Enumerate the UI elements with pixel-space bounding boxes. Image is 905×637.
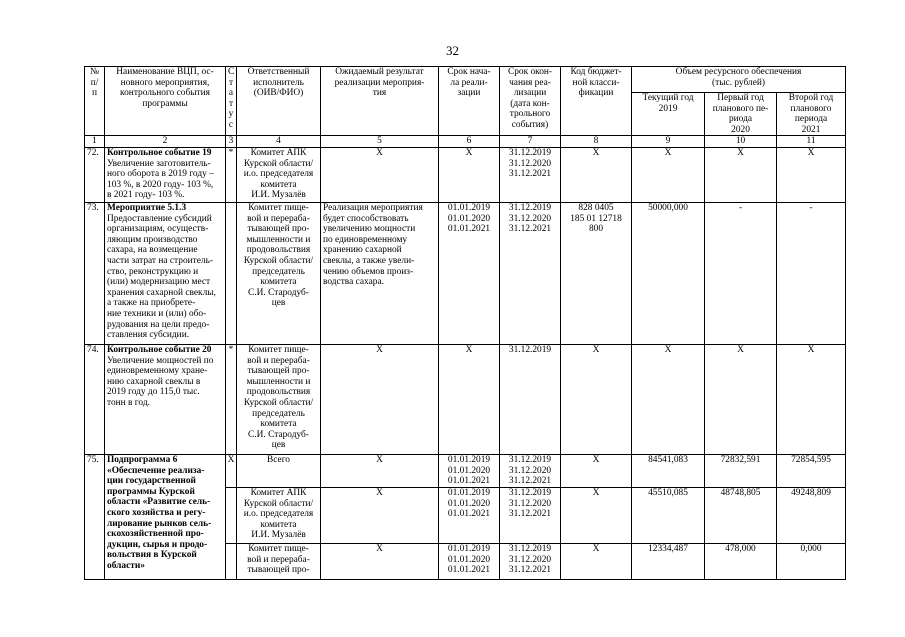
row-name-cell (105, 202, 226, 344)
col-number: 8 (561, 136, 632, 148)
row-value-2019: 84541,083 (632, 454, 705, 487)
row-value-2020: 48748,805 (705, 487, 777, 543)
row-end: 31.12.2019 31.12.2020 31.12.2021 (500, 487, 561, 543)
row-responsible: Комитет пище- вой и перераба- тывающей про- мышленности и продовольствия Курской области/ председатель комитета С.И. Стародуб- цев (237, 344, 321, 454)
row-status (226, 543, 237, 579)
row-value-2020: X (705, 147, 777, 202)
row-number: 75. (85, 454, 105, 579)
row-responsible: Комитет пище- вой и перераба- тывающей про- (237, 543, 321, 579)
header-status (226, 67, 237, 136)
header-result: Ожидаемый результат реализации мероприя- тия (321, 67, 439, 136)
row-status: * (226, 344, 237, 454)
row-start: X (439, 147, 500, 202)
row-code: 828 0405 185 01 12718 800 (561, 202, 632, 344)
row-title: Контрольное событие 20 (107, 344, 212, 355)
row-value-2020: - (705, 202, 777, 344)
row-result: X (321, 454, 439, 487)
row-status (226, 202, 237, 344)
row-number: 74. (85, 344, 105, 454)
col-number: 5 (321, 136, 439, 148)
col-number: 1 (85, 136, 105, 148)
row-responsible: Комитет АПК Курской области/ и.о. председателя комитета И.И. Музалёв (237, 147, 321, 202)
row-value-2020: X (705, 344, 777, 454)
header-responsible: Ответственный исполнитель (ОИВ/ФИО) (237, 67, 321, 136)
row-start: 01.01.2019 01.01.2020 01.01.2021 (439, 454, 500, 487)
row-status: X (226, 454, 237, 487)
header-volume: Объем ресурсного обеспечения (тыс. рублей) (632, 67, 846, 93)
header-status-label: Статус (228, 67, 235, 130)
row-title: Мероприятие 5.1.3 (107, 202, 187, 213)
col-number: 11 (777, 136, 846, 148)
header-num: № п/ п (85, 67, 105, 136)
row-result: Реализация мероприятия будет способствовать увеличению мощности по единовременному хранению сахарной свеклы, а также увели- чению объемов произ- водства сахара. (321, 202, 439, 344)
row-responsible: Всего (237, 454, 321, 487)
row-value-2019: 12334,487 (632, 543, 705, 579)
row-value-2019: 50000,000 (632, 202, 705, 344)
header-2020: Первый год планового пе- риода 2020 (705, 93, 777, 136)
table-row (85, 202, 846, 344)
table-row (85, 454, 846, 487)
col-number: 4 (237, 136, 321, 148)
row-status (226, 487, 237, 543)
row-result: X (321, 487, 439, 543)
header-end: Срок окон- чания реа- лизации (дата кон- трольного события) (500, 67, 561, 136)
row-description: Увеличение мощностей по единовременному хране- нию сахарной свеклы в 2019 году до 115,0 тыс. тонн в год. (107, 355, 214, 408)
row-code: X (561, 454, 632, 487)
header-code: Код бюджет- ной класси- фикации (561, 67, 632, 136)
col-number: 9 (632, 136, 705, 148)
row-title: Контрольное событие 19 (107, 147, 212, 158)
row-end: 31.12.2019 31.12.2020 31.12.2021 (500, 454, 561, 487)
row-description: Увеличение заготовитель- ного оборота в 2019 году – 103 %, в 2020 году- 103 %, в 2021 году- 103 %. (107, 158, 214, 201)
row-code: X (561, 543, 632, 579)
header-2021: Второй год планового периода 2021 (777, 93, 846, 136)
row-result: X (321, 344, 439, 454)
row-code: X (561, 147, 632, 202)
table-row (85, 147, 846, 202)
header-start: Срок нача- ла реали- зации (439, 67, 500, 136)
row-value-2019: X (632, 147, 705, 202)
row-value-2019: 45510,085 (632, 487, 705, 543)
row-start: 01.01.2019 01.01.2020 01.01.2021 (439, 543, 500, 579)
row-value-2021: 72854,595 (777, 454, 846, 487)
row-status: * (226, 147, 237, 202)
col-number: 2 (105, 136, 226, 148)
row-start: 01.01.2019 01.01.2020 01.01.2021 (439, 202, 500, 344)
col-number: 10 (705, 136, 777, 148)
row-end: 31.12.2019 31.12.2020 31.12.2021 (500, 543, 561, 579)
row-value-2021: - (777, 202, 846, 344)
row-responsible: Комитет АПК Курской области/ и.о. председателя комитета И.И. Музалёв (237, 487, 321, 543)
header-2019: Текущий год 2019 (632, 93, 705, 136)
row-start: 01.01.2019 01.01.2020 01.01.2021 (439, 487, 500, 543)
row-number: 73. (85, 202, 105, 344)
row-end: 31.12.2019 (500, 344, 561, 454)
row-value-2019: X (632, 344, 705, 454)
col-number: 6 (439, 136, 500, 148)
row-end: 31.12.2019 31.12.2020 31.12.2021 (500, 147, 561, 202)
row-value-2021: X (777, 344, 846, 454)
program-table (84, 66, 846, 580)
row-number: 72. (85, 147, 105, 202)
row-value-2020: 72832,591 (705, 454, 777, 487)
col-number: 7 (500, 136, 561, 148)
row-description: Предоставление субсидий организациям, осуществ- ляющим производство сахара, на возмещение части затрат на строитель- ство, реконструкцию и (или) модернизацию мест хранения сахарной свеклы, а также на приобрете- ние техники и (или) обо- рудования на цели предо- ставления субсидии. (107, 213, 216, 341)
header-row (85, 67, 846, 93)
table-row (85, 344, 846, 454)
header-name: Наименование ВЦП, ос- новного мероприятия, контрольного события программы (105, 67, 226, 136)
row-code: X (561, 487, 632, 543)
row-value-2021: X (777, 147, 846, 202)
row-value-2021: 0,000 (777, 543, 846, 579)
row-value-2020: 478,000 (705, 543, 777, 579)
row-end: 31.12.2019 31.12.2020 31.12.2021 (500, 202, 561, 344)
row-value-2021: 49248,809 (777, 487, 846, 543)
row-responsible: Комитет пище- вой и перераба- тывающей про- мышленности и продовольствия Курской области/ председатель комитета С.И. Стародуб- цев (237, 202, 321, 344)
row-code: X (561, 344, 632, 454)
row-name-cell (105, 344, 226, 454)
page-number: 32 (446, 43, 459, 58)
row-start: X (439, 344, 500, 454)
row-result: X (321, 147, 439, 202)
column-number-row (85, 136, 846, 148)
row-name-cell (105, 147, 226, 202)
row-result: X (321, 543, 439, 579)
row-title: Подпрограмма 6 «Обеспечение реализа- ции государственной программы Курской области «Развитие сель- ского хозяйства и регу- лирование рынков сель- скохозяйственной про- дукции, сырья и продо- вольствия в Курской области» (105, 454, 226, 579)
col-number: 3 (226, 136, 237, 148)
